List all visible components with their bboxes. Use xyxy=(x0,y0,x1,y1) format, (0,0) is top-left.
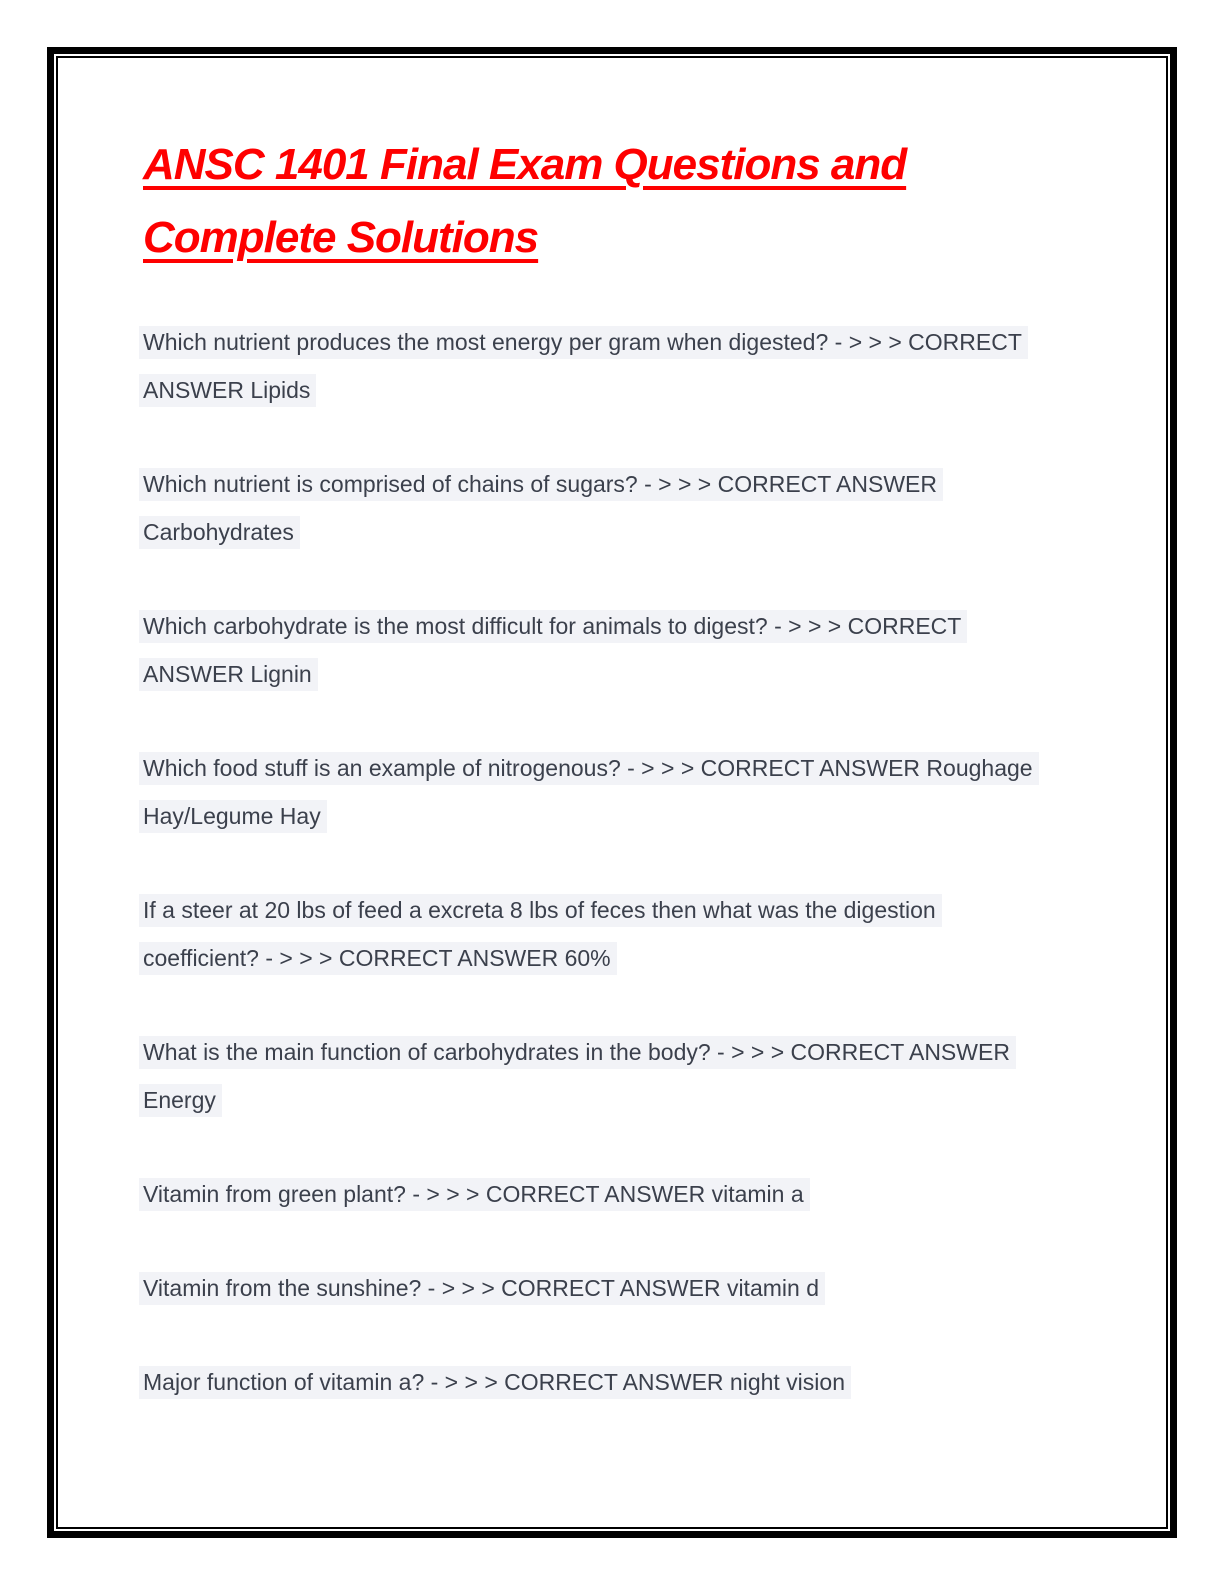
qa-line-highlight: Vitamin from the sunshine? - > > > CORRECT ANSWER vitamin d xyxy=(139,1272,825,1305)
qa-line-highlight: Carbohydrates xyxy=(139,516,300,549)
qa-line-highlight: Which food stuff is an example of nitrogenous? - > > > CORRECT ANSWER Roughage xyxy=(139,752,1039,785)
qa-line xyxy=(143,460,1073,508)
qa-line xyxy=(143,1076,1073,1124)
qa-line xyxy=(143,792,1073,840)
qa-line xyxy=(143,1170,1073,1218)
qa-line xyxy=(143,366,1073,414)
qa-line xyxy=(143,744,1073,792)
qa-line xyxy=(143,508,1073,556)
qa-line-highlight: Hay/Legume Hay xyxy=(139,800,327,833)
questions xyxy=(143,318,1073,1406)
document-title-line-2: Complete Solutions xyxy=(143,213,539,262)
qa-line-highlight: If a steer at 20 lbs of feed a excreta 8 lbs of feces then what was the digestion xyxy=(139,894,942,927)
qa-line-highlight: What is the main function of carbohydrates in the body? - > > > CORRECT ANSWER xyxy=(139,1036,1016,1069)
document-title-line-1: ANSC 1401 Final Exam Questions and xyxy=(143,140,907,189)
qa-paragraph xyxy=(143,744,1073,840)
qa-paragraph xyxy=(143,1028,1073,1124)
qa-line xyxy=(143,1358,1073,1406)
qa-line xyxy=(143,650,1073,698)
qa-line xyxy=(143,1028,1073,1076)
qa-paragraph xyxy=(143,1264,1073,1312)
qa-paragraph xyxy=(143,460,1073,556)
page-content xyxy=(143,0,1073,1452)
qa-line-highlight: ANSWER Lignin xyxy=(139,658,318,691)
qa-paragraph xyxy=(143,602,1073,698)
qa-line-highlight: Which nutrient produces the most energy per gram when digested? - > > > CORRECT xyxy=(139,326,1028,359)
qa-line xyxy=(143,1264,1073,1312)
document-title xyxy=(143,0,1073,274)
qa-paragraph xyxy=(143,1358,1073,1406)
qa-line-highlight: Energy xyxy=(139,1084,222,1117)
qa-line xyxy=(143,318,1073,366)
qa-line-highlight: coefficient? - > > > CORRECT ANSWER 60% xyxy=(139,942,617,975)
qa-line-highlight: Which carbohydrate is the most difficult for animals to digest? - > > > CORRECT xyxy=(139,610,967,643)
qa-line-highlight: Major function of vitamin a? - > > > CORRECT ANSWER night vision xyxy=(139,1366,851,1399)
qa-paragraph xyxy=(143,1170,1073,1218)
qa-line-highlight: ANSWER Lipids xyxy=(139,374,316,407)
qa-line xyxy=(143,934,1073,982)
qa-line xyxy=(143,886,1073,934)
qa-line xyxy=(143,602,1073,650)
qa-paragraph xyxy=(143,318,1073,414)
qa-line-highlight: Which nutrient is comprised of chains of sugars? - > > > CORRECT ANSWER xyxy=(139,468,943,501)
qa-line-highlight: Vitamin from green plant? - > > > CORRECT ANSWER vitamin a xyxy=(139,1178,810,1211)
qa-paragraph xyxy=(143,886,1073,982)
